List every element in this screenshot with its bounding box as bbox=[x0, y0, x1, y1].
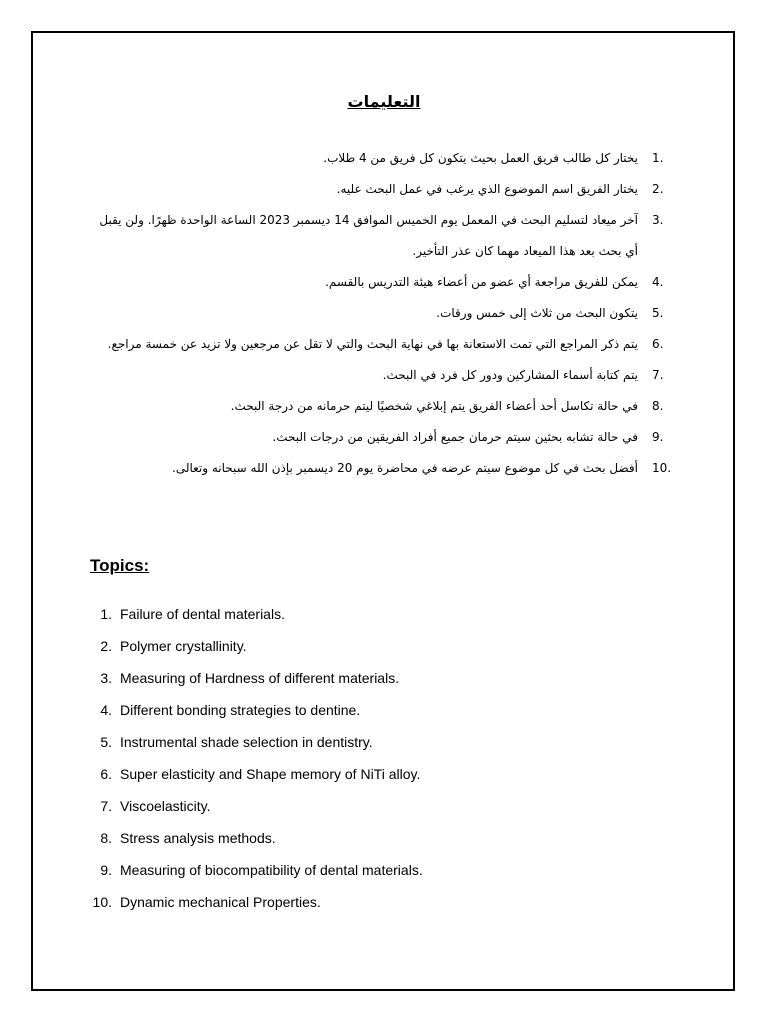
topic-text: Stress analysis methods. bbox=[120, 830, 276, 846]
instruction-text: يختار كل طالب فريق العمل بحيث يتكون كل فريق من 4 طلاب. bbox=[323, 151, 638, 165]
instruction-item bbox=[90, 391, 690, 422]
topic-number: 3. bbox=[100, 670, 112, 686]
instruction-number: 8. bbox=[652, 399, 664, 413]
instruction-number: 7. bbox=[652, 368, 664, 382]
topic-item bbox=[90, 790, 423, 822]
topic-item bbox=[90, 630, 423, 662]
instruction-number: 2. bbox=[652, 182, 664, 196]
topic-item bbox=[90, 758, 423, 790]
topic-text: Instrumental shade selection in dentistry. bbox=[120, 734, 373, 750]
instruction-item bbox=[90, 205, 690, 267]
instruction-item bbox=[90, 298, 690, 329]
instruction-item bbox=[90, 143, 690, 174]
instruction-item bbox=[90, 422, 690, 453]
instruction-number: 4. bbox=[652, 275, 664, 289]
topic-number: 9. bbox=[100, 862, 112, 878]
instruction-number: 3. bbox=[652, 213, 664, 227]
instruction-number: 9. bbox=[652, 430, 664, 444]
topic-item bbox=[90, 822, 423, 854]
topic-item bbox=[90, 662, 423, 694]
topic-text: Measuring of Hardness of different materials. bbox=[120, 670, 400, 686]
instruction-text: في حالة تكاسل أحد أعضاء الفريق يتم إبلاغي شخصيًا ليتم حرمانه من درجة البحث. bbox=[230, 399, 638, 413]
topic-text: Viscoelasticity. bbox=[120, 798, 211, 814]
instruction-text: في حالة تشابه بحثين سيتم حرمان جميع أفراد الفريقين من درجات البحث. bbox=[272, 430, 638, 444]
instruction-item bbox=[90, 267, 690, 298]
instruction-item bbox=[90, 329, 690, 360]
instruction-text: يمكن للفريق مراجعة أي عضو من أعضاء هيئة التدريس بالقسم. bbox=[325, 275, 638, 289]
topic-number: 10. bbox=[92, 894, 112, 910]
instruction-number: 10. bbox=[652, 461, 672, 475]
topic-text: Different bonding strategies to dentine. bbox=[120, 702, 361, 718]
topic-item bbox=[90, 886, 423, 918]
topics-list bbox=[90, 598, 423, 918]
instruction-number: 1. bbox=[652, 151, 664, 165]
topic-text: Dynamic mechanical Properties. bbox=[120, 894, 321, 910]
instruction-text: آخر ميعاد لتسليم البحث في المعمل يوم الخميس الموافق 14 ديسمبر 2023 الساعة الواحدة ظهرًا. ولن يقبل أي بحث بعد هذا الميعاد مهما كان عذر التأخير. bbox=[99, 213, 638, 258]
instruction-text: يتكون البحث من ثلاث إلى خمس ورقات. bbox=[436, 306, 638, 320]
instruction-item bbox=[90, 174, 690, 205]
instruction-text: يتم كتابة أسماء المشاركين ودور كل فرد في البحث. bbox=[382, 368, 638, 382]
topic-number: 6. bbox=[100, 766, 112, 782]
instructions-list bbox=[90, 143, 690, 484]
topic-number: 1. bbox=[100, 606, 112, 622]
topic-item bbox=[90, 694, 423, 726]
instruction-item bbox=[90, 360, 690, 391]
topic-text: Measuring of biocompatibility of dental materials. bbox=[120, 862, 423, 878]
topic-item bbox=[90, 726, 423, 758]
topic-item bbox=[90, 598, 423, 630]
topic-number: 8. bbox=[100, 830, 112, 846]
instructions-title: التعليمات bbox=[347, 92, 421, 111]
instruction-text: يتم ذكر المراجع التي تمت الاستعانة بها في نهاية البحث والتي لا تقل عن مرجعين ولا تزيد عن خمسة مراجع. bbox=[107, 337, 638, 351]
topic-item bbox=[90, 854, 423, 886]
topic-text: Super elasticity and Shape memory of NiTi alloy. bbox=[120, 766, 421, 782]
instruction-number: 5. bbox=[652, 306, 664, 320]
topic-number: 5. bbox=[100, 734, 112, 750]
instruction-number: 6. bbox=[652, 337, 664, 351]
topic-text: Polymer crystallinity. bbox=[120, 638, 247, 654]
instruction-item bbox=[90, 453, 690, 484]
instruction-text: يختار الفريق اسم الموضوع الذي يرغب في عمل البحث عليه. bbox=[336, 182, 638, 196]
topic-number: 7. bbox=[100, 798, 112, 814]
topic-number: 4. bbox=[100, 702, 112, 718]
topic-text: Failure of dental materials. bbox=[120, 606, 285, 622]
topics-heading: Topics: bbox=[90, 556, 150, 575]
topic-number: 2. bbox=[100, 638, 112, 654]
instruction-text: أفضل بحث في كل موضوع سيتم عرضه في محاضرة يوم 20 ديسمبر بإذن الله سبحانه وتعالى. bbox=[172, 461, 638, 475]
